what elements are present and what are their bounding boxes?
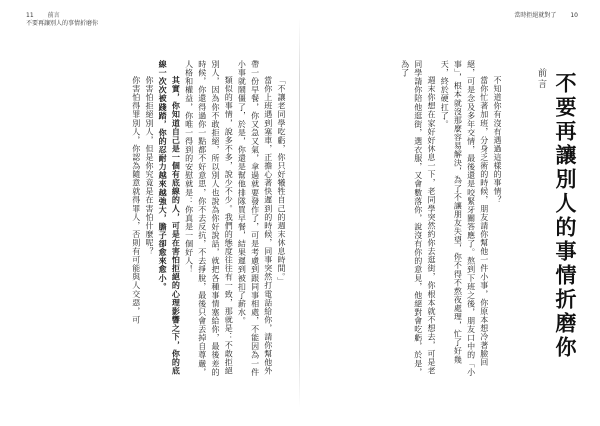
paragraph: 類似的事情，說多不多，說少不少。我們的態度往往有一致，那就是：不敢拒絕別人，因為你不敢拒絕，所以別人也說為你好說話，就把各種事情塞給你，最後差的時候，你還得過你一點都不好意思，你不去反抗，不去掙脫，最後只會丟掉自尊嚴，人格和權益，你唯一得到的安慰就是：你真是一個好人！ xyxy=(184,60,234,377)
chapter-title: 不要再讓別人的事情折磨你 xyxy=(553,72,577,360)
paragraph: 其實，你知道自己是一個有底線的人，可是在害怕拒絕的心理影響之下，你的底線一次次被踐踏，你的忍耐力越來越強大，膽子卻愈來愈小。 xyxy=(158,60,182,376)
paragraph: 你害怕得罪別人，你認為隨意就得罪人，否則有可能與人交惡，可 xyxy=(131,76,141,324)
left-running-head-section: 前言 xyxy=(47,12,60,19)
left-page xyxy=(14,8,294,416)
left-running-head-chapter: 不要再讓別人的事情折磨你 xyxy=(26,20,99,27)
paragraph: 你害怕拒絕別人，但是你究竟是在害怕什麼呢？ xyxy=(144,76,154,256)
right-page xyxy=(306,8,586,416)
left-page-number: 11 xyxy=(26,12,34,19)
book-spread xyxy=(14,8,586,416)
right-page-number: 10 xyxy=(570,12,578,19)
left-body-text xyxy=(26,60,288,380)
right-body-text xyxy=(372,60,504,380)
right-running-head-title: 當時拒絕就對了 xyxy=(514,12,557,19)
paragraph: 當你忙著加班，分身乏術的時候，朋友請你幫他一件小事，你原本想冷著臉回絕，可是念及多年交情，最後還是咬緊牙關答應了。熬到下班之後，朋友口中的「小事」，根本就沒那麼容易解決，為了不讓朋友失望，你不得不熬夜處理，忙了好幾天，終於硬扛了。 xyxy=(440,60,489,377)
paragraph: 「不讓老同學吃虧，你只好犧牲自己的週末休息時間。」 xyxy=(277,76,286,286)
right-running-head xyxy=(514,12,578,20)
page-gutter xyxy=(299,18,300,408)
left-running-head xyxy=(26,12,98,28)
chapter-label: 前言 xyxy=(536,68,546,90)
paragraph: 不知道你有沒有遇過這樣的事情？ xyxy=(493,76,502,205)
paragraph: 週末你想在家好好休息一下，老同學突然約你去逛街，你根本就不想去，可是老同學請你陪他逛街，選衣服，又會數落你，說沒有你的意見，他絕對會吃虧，於是，為了 xyxy=(400,60,436,377)
paragraph: 當你上班遇到塞車，正擔心著快遲到的時候，同事突然打電話給你，請你幫他外帶一份早餐，你又急又氣，拿過就要發作了，可是考慮到跟同事相處，不能因為一件小事就鬧僵了，於是，你還是幫他排隊買早餐，結果遲到被扣了薪水。 xyxy=(237,60,273,377)
